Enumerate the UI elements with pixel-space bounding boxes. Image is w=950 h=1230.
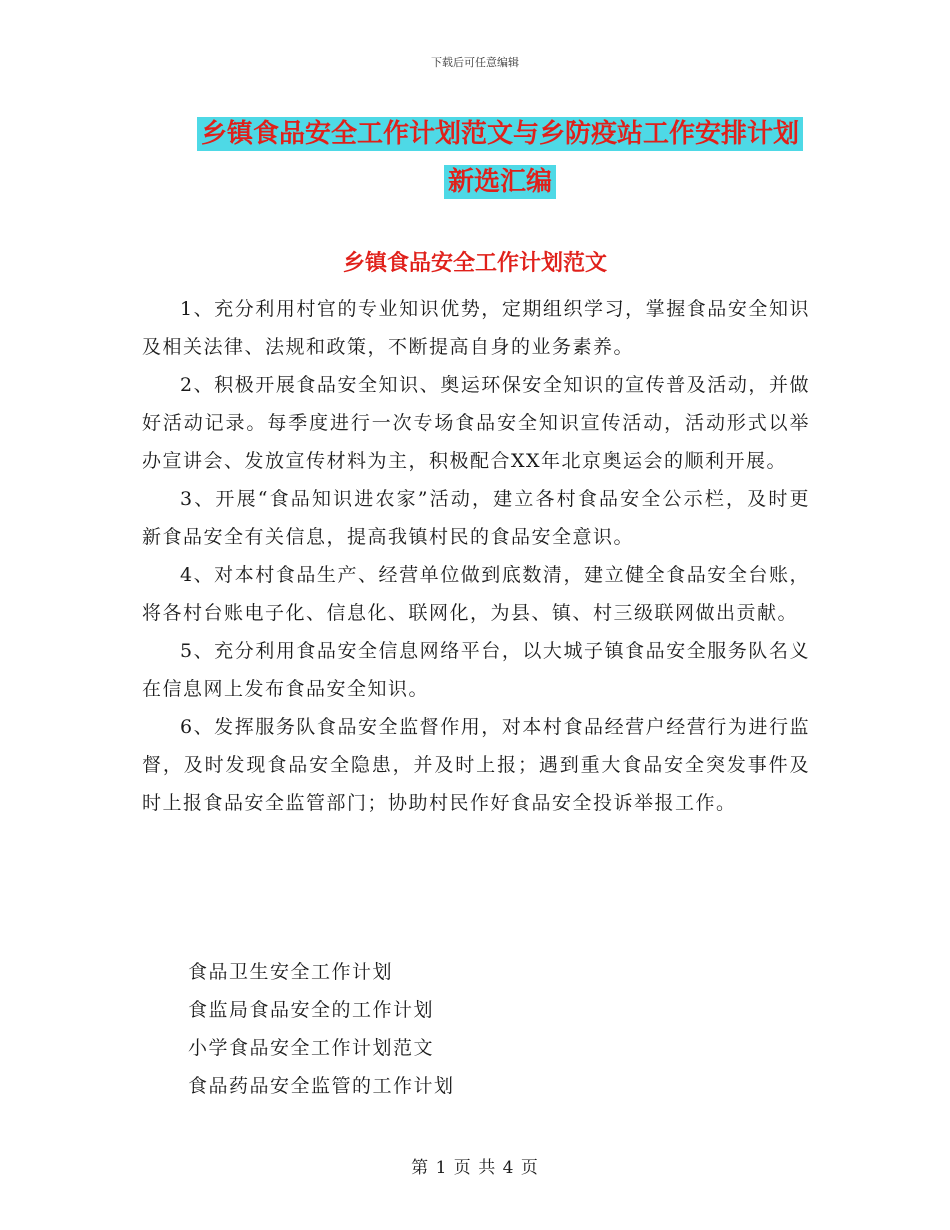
- section-title: 乡镇食品安全工作计划范文: [342, 251, 607, 276]
- paragraph-5: 5、充分利用食品安全信息网络平台，以大城子镇食品安全服务队名义在信息网上发布食品安全知识。: [142, 640, 810, 700]
- related-link[interactable]: 食品卫生安全工作计划: [188, 961, 394, 983]
- document-title-line-1: 乡镇食品安全工作计划范文与乡防疫站工作安排计划: [197, 117, 803, 151]
- paragraph-4: 4、对本村食品生产、经营单位做到底数清，建立健全食品安全台账，将各村台账电子化、信息化、联网化，为县、镇、村三级联网做出贡献。: [142, 564, 810, 624]
- document-title-line-2: 新选汇编: [444, 165, 556, 199]
- related-link[interactable]: 食品药品安全监管的工作计划: [188, 1075, 455, 1097]
- paragraph-3: 3、开展“食品知识进农家”活动，建立各村食品安全公示栏，及时更新食品安全有关信息，提高我镇村民的食品安全意识。: [142, 488, 810, 548]
- paragraph-1: 1、充分利用村官的专业知识优势，定期组织学习，掌握食品安全知识及相关法律、法规和政策，不断提高自身的业务素养。: [142, 298, 810, 358]
- related-links-list: [188, 953, 788, 1105]
- document-title: [190, 110, 810, 206]
- paragraph-2: 2、积极开展食品安全知识、奥运环保安全知识的宣传普及活动，并做好活动记录。每季度进行一次专场食品安全知识宣传活动，活动形式以举办宣讲会、发放宣传材料为主，积极配合XX年北京奥运会的顺利开展。: [142, 374, 810, 472]
- related-link[interactable]: 食监局食品安全的工作计划: [188, 999, 435, 1021]
- body-text: [142, 290, 810, 822]
- header-note: 下载后可任意编辑: [431, 56, 519, 69]
- related-link[interactable]: 小学食品安全工作计划范文: [188, 1037, 435, 1059]
- paragraph-6: 6、发挥服务队食品安全监督作用，对本村食品经营户经营行为进行监督，及时发现食品安全隐患，并及时上报；遇到重大食品安全突发事件及时上报食品安全监管部门；协助村民作好食品安全投诉举报工作。: [142, 716, 810, 814]
- page-footer: 第 1 页 共 4 页: [411, 1158, 539, 1178]
